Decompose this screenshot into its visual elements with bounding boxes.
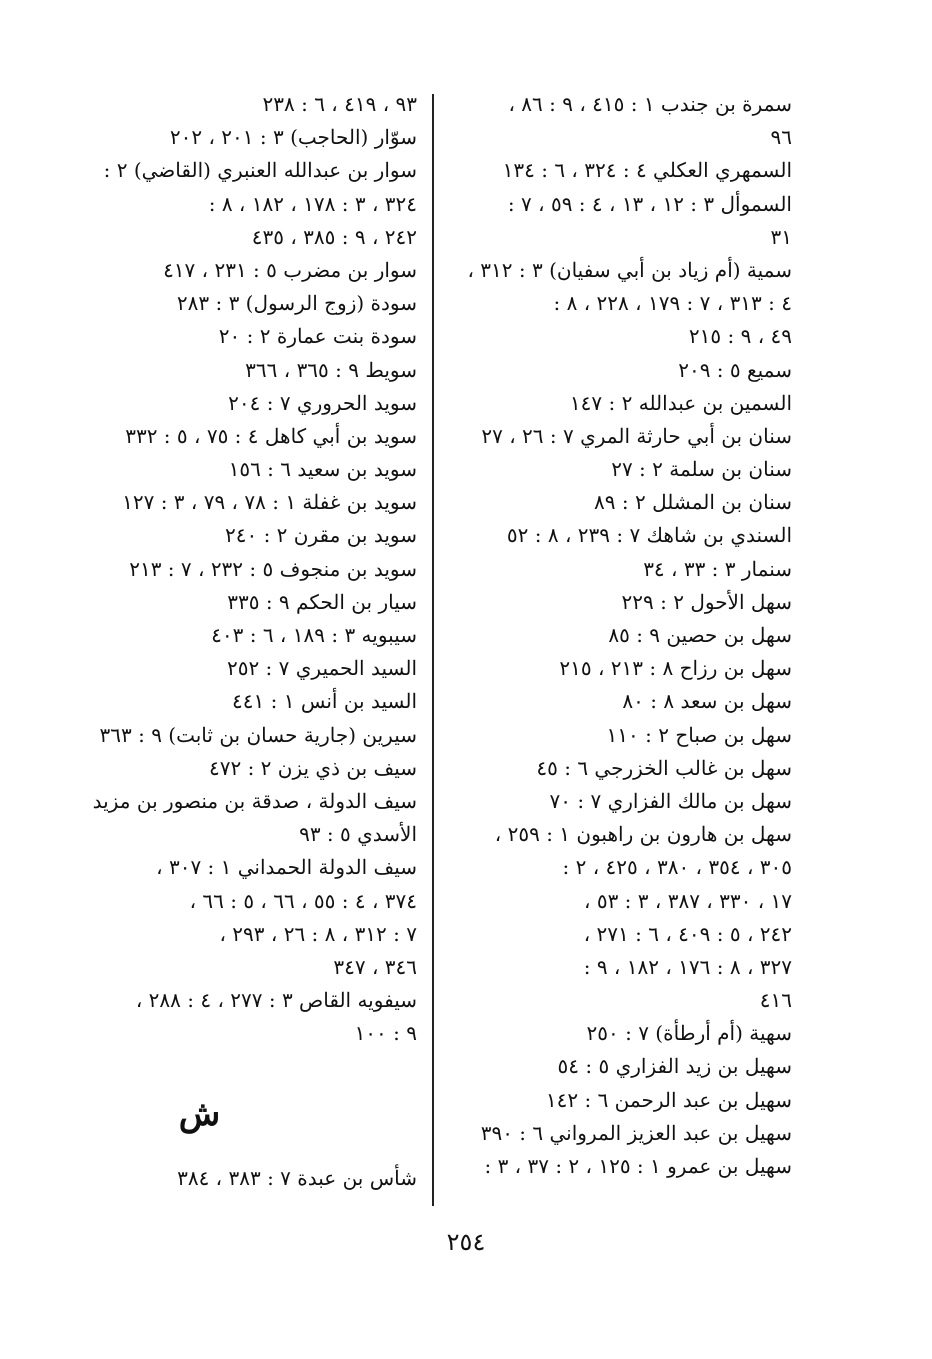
index-entry-line: سيار بن الحكم ٩ : ٣٣٥ (227, 589, 417, 614)
index-entry-line: ٣٤٦ ، ٣٤٧ (333, 954, 417, 979)
index-entry-line: سودة بنت عمارة ٢ : ٢٠ (218, 324, 417, 349)
index-entry-line: سيفويه القاص ٣ : ٢٧٧ ، ٤ : ٢٨٨ ، (135, 988, 417, 1013)
index-entry-line: سوّار (الحاجب) ٣ : ٢٠١ ، ٢٠٢ (169, 125, 417, 150)
index-entry-line: سيرين (جارية حسان بن ثابت) ٩ : ٣٦٣ (99, 722, 417, 747)
index-entry-line: سهيل بن زيد الفزاري ٥ : ٥٤ (557, 1054, 792, 1079)
index-entry-line: سهل بن رزاح ٨ : ٢١٣ ، ٢١٥ (559, 656, 792, 681)
right-column (437, 88, 792, 1183)
index-entry-line: سهل بن صباح ٢ : ١١٠ (606, 722, 792, 747)
column-divider (432, 94, 434, 1206)
index-entry-line: سودة (زوج الرسول) ٣ : ٢٨٣ (176, 291, 417, 316)
left-column (72, 88, 417, 1196)
index-entry-line: سمرة بن جندب ١ : ٤١٥ ، ٩ : ٨٦ ، (508, 92, 792, 116)
index-entry-line: سنان بن المشلل ٢ : ٨٩ (594, 490, 792, 515)
index-entry-line: شأس بن عبدة ٧ : ٣٨٣ ، ٣٨٤ (177, 1166, 417, 1191)
index-entry-line: سمية (أم زياد بن أبي سفيان) ٣ : ٣١٢ ، (467, 257, 792, 282)
index-entry-line: سنان بن أبي حارثة المري ٧ : ٢٦ ، ٢٧ (481, 423, 792, 448)
index-entry-line: ٩ : ١٠٠ (354, 1021, 417, 1046)
index-entry-line: سويط ٩ : ٣٦٥ ، ٣٦٦ (245, 357, 417, 382)
index-entry-line: سيبويه ٣ : ١٨٩ ، ٦ : ٤٠٣ (211, 623, 417, 647)
index-entry-line: سويد الحروري ٧ : ٢٠٤ (228, 390, 417, 415)
index-entry-line: ١٧ ، ٣٣٠ ، ٣٨٧ ، ٣ : ٥٣ ، (584, 888, 792, 913)
index-entry-line: السيد الحميري ٧ : ٢٥٢ (226, 656, 417, 681)
index-entry-line: سهل الأحول ٢ : ٢٢٩ (621, 589, 792, 614)
index-entry-line: سهل بن غالب الخزرجي ٦ : ٤٥ (536, 755, 792, 780)
index-entry-line: ٩٣ ، ٤١٩ ، ٦ : ٢٣٨ (262, 92, 417, 116)
index-entry-line: السمهري العكلي ٤ : ٣٢٤ ، ٦ : ١٣٤ (502, 158, 792, 183)
index-entry-line: سيف الدولة ، صدقة بن منصور بن مزيد (92, 788, 417, 813)
index-entry-line: سنمار ٣ : ٣٣ ، ٣٤ (643, 556, 792, 581)
index-entry-line: السيد بن أنس ١ : ٤٤١ (232, 689, 417, 714)
index-entry-line: السمين بن عبدالله ٢ : ١٤٧ (569, 390, 792, 415)
section-letter-heading: ش (178, 1094, 221, 1135)
index-entry-line: سويد بن مقرن ٢ : ٢٤٠ (224, 523, 417, 548)
index-entry-line: سويد بن سعيد ٦ : ١٥٦ (228, 457, 417, 482)
index-entry-line: سهيل بن عمرو ١ : ١٢٥ ، ٢ : ٣٧ ، ٣ : (484, 1154, 792, 1178)
left-column-section-entries (72, 1162, 417, 1195)
index-entry-line: الأسدي ٥ : ٩٣ (299, 822, 417, 847)
index-entry-line: ٤١٦ (759, 988, 792, 1013)
index-entry-line: سهل بن هارون بن راهبون ١ : ٢٥٩ ، (494, 822, 792, 847)
index-entry-line: ٩٦ (770, 125, 792, 150)
index-entry-line: ٣٢٧ ، ٨ : ١٧٦ ، ١٨٢ ، ٩ : (583, 954, 792, 979)
index-entry-line: ٣٧٤ ، ٤ : ٥٥ ، ٦٦ ، ٥ : ٦٦ ، (189, 888, 417, 913)
index-entry-line: ٣٢٤ ، ٣ : ١٧٨ ، ١٨٢ ، ٨ : (208, 191, 417, 216)
index-entry-line: ٢٤٢ ، ٥ : ٤٠٩ ، ٦ : ٢٧١ ، (583, 921, 792, 946)
index-entry-line: ٧ : ٣١٢ ، ٨ : ٢٦ ، ٢٩٣ ، (219, 921, 417, 946)
index-entry-line: سهل بن حصين ٩ : ٨٥ (608, 623, 792, 647)
index-entry-line: ٤٩ ، ٩ : ٢١٥ (688, 324, 792, 349)
index-entry-line: سويد بن غفلة ١ : ٧٨ ، ٧٩ ، ٣ : ١٢٧ (122, 490, 417, 515)
index-entry-line: السموأل ٣ : ١٢ ، ١٣ ، ٤ : ٥٩ ، ٧ : (507, 191, 792, 216)
index-entry-line: سوار بن مضرب ٥ : ٢٣١ ، ٤١٧ (163, 257, 417, 282)
index-entry-line: سيف بن ذي يزن ٢ : ٤٧٢ (208, 755, 417, 780)
index-entry-line: ٣١ (770, 224, 792, 249)
index-entry-line: سيف الدولة الحمداني ١ : ٣٠٧ ، (156, 855, 417, 880)
index-entry-line: سهل بن سعد ٨ : ٨٠ (622, 689, 792, 714)
index-entry-line: ٣٠٥ ، ٣٥٤ ، ٣٨٠ ، ٤٢٥ ، ٢ : (562, 855, 792, 880)
index-entry-line: سنان بن سلمة ٢ : ٢٧ (611, 457, 792, 482)
index-entry-line: ٢٤٢ ، ٩ : ٣٨٥ ، ٤٣٥ (251, 224, 417, 249)
index-entry-line: سهيل بن عبد الرحمن ٦ : ١٤٢ (545, 1087, 792, 1112)
index-entry-line: سميع ٥ : ٢٠٩ (678, 357, 792, 382)
index-entry-line: سويد بن منجوف ٥ : ٢٣٢ ، ٧ : ٢١٣ (129, 556, 417, 581)
index-entry-line: سوار بن عبدالله العنبري (القاضي) ٢ : (103, 158, 417, 183)
page-number: ٢٥٤ (446, 1228, 486, 1256)
left-column-entries (72, 88, 417, 1050)
index-entry-line: سويد بن أبي كاهل ٤ : ٧٥ ، ٥ : ٣٣٢ (125, 423, 417, 448)
index-entry-line: ٤ : ٣١٣ ، ٧ : ١٧٩ ، ٢٢٨ ، ٨ : (553, 291, 792, 316)
index-entry-line: سهيل بن عبد العزيز المرواني ٦ : ٣٩٠ (480, 1120, 792, 1145)
index-entry-line: سهل بن مالك الفزاري ٧ : ٧٠ (549, 788, 792, 813)
index-entry-line: السندي بن شاهك ٧ : ٢٣٩ ، ٨ : ٥٢ (506, 523, 792, 548)
index-entry-line: سهية (أم أرطأة) ٧ : ٢٥٠ (586, 1021, 792, 1046)
